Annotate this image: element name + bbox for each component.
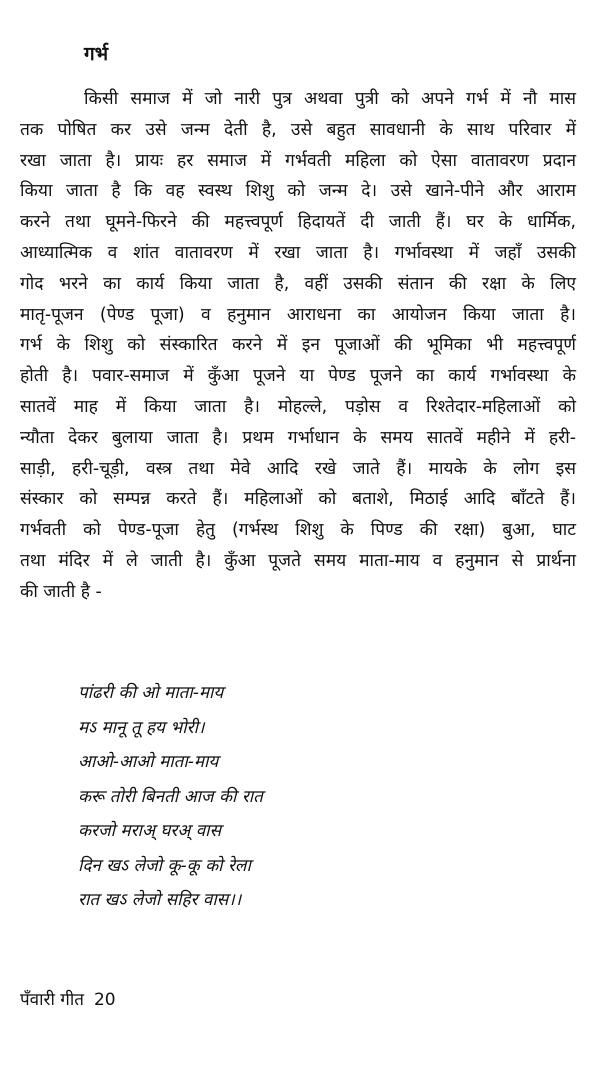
paragraph-line: किया जाता है कि वह स्वस्थ शिशु को जन्म दे। उसे खाने-पीने और आराम [20, 181, 576, 202]
paragraph-line: आध्यात्मिक व शांत वातावरण में रखा जाता है। गर्भावस्था में जहाँ उसकी [20, 242, 576, 263]
book-title: पँवारी गीत [20, 990, 84, 1010]
paragraph-line: संस्कार को सम्पन्न करते हैं। महिलाओं को बताशे, मिठाई आदि बाँटते हैं। [20, 489, 576, 510]
verse-line: पांढरी की ओ माता-माय [78, 683, 224, 703]
verse-line: रात खऽ लेजो सहिर वास।। [78, 890, 242, 910]
paragraph-line: तक पोषित कर उसे जन्म देती है, उसे बहुत सावधानी के साथ परिवार में [20, 119, 576, 140]
verse-line: करजो मराअ् घरअ् वास [78, 821, 222, 841]
folk-song-verse [78, 676, 263, 918]
body-paragraph [20, 84, 576, 608]
verse-line: दिन खऽ लेजो कू-कू को रेला [78, 855, 251, 876]
paragraph-line: रखा जाता है। प्रायः हर समाज में गर्भवती महिला को ऐसा वातावरण प्रदान [20, 150, 576, 171]
paragraph-line: गर्भवती को पेण्ड-पूजा हेतु (गर्भस्थ शिशु के पिण्ड की रक्षा) बुआ, घाट [20, 520, 576, 541]
verse-line: करू तोरी बिनती आज की रात [78, 786, 263, 807]
paragraph-line: साड़ी, हरी-चूड़ी, वस्त्र तथा मेवे आदि रखे जाते हैं। मायके के लोग इस [20, 458, 576, 479]
verse-line: आओ-आओ माता-माय [78, 752, 219, 772]
page-number: 20 [93, 990, 116, 1010]
paragraph-line: करने तथा घूमने-फिरने की महत्त्वपूर्ण हिदायतें दी जाती हैं। घर के धार्मिक, [20, 212, 576, 233]
paragraph-line: की जाती है - [20, 581, 102, 602]
page-footer [20, 987, 116, 1010]
paragraph-line: होती है। पवार-समाज में कुँआ पूजने या पेण्ड पूजने का कार्य गर्भावस्था के [20, 366, 576, 387]
paragraph-line: न्यौता देकर बुलाया जाता है। प्रथम गर्भाधान के समय सातवें महीने में हरी- [20, 427, 576, 448]
paragraph-line: किसी समाज में जो नारी पुत्र अथवा पुत्री को अपने गर्भ में नौ मास [84, 89, 576, 109]
verse-line: मऽ मानू तू हय भोरी। [78, 717, 205, 738]
paragraph-line: गर्भ के शिशु को संस्कारित करने में इन पूजाओं की भूमिका भी महत्त्वपूर्ण [20, 335, 576, 356]
section-heading: गर्भ [84, 43, 109, 65]
paragraph-line: मातृ-पूजन (पेण्ड पूजा) व हनुमान आराधना का आयोजन किया जाता है। [20, 304, 576, 325]
paragraph-line: सातवें माह में किया जाता है। मोहल्ले, पड़ोस व रिश्तेदार-महिलाओं को [20, 396, 576, 417]
paragraph-line: तथा मंदिर में ले जाती है। कुँआ पूजते समय माता-माय व हनुमान से प्रार्थना [20, 550, 576, 571]
paragraph-line: गोद भरने का कार्य किया जाता है, वहीं उसकी संतान की रक्षा के लिए [20, 273, 576, 294]
